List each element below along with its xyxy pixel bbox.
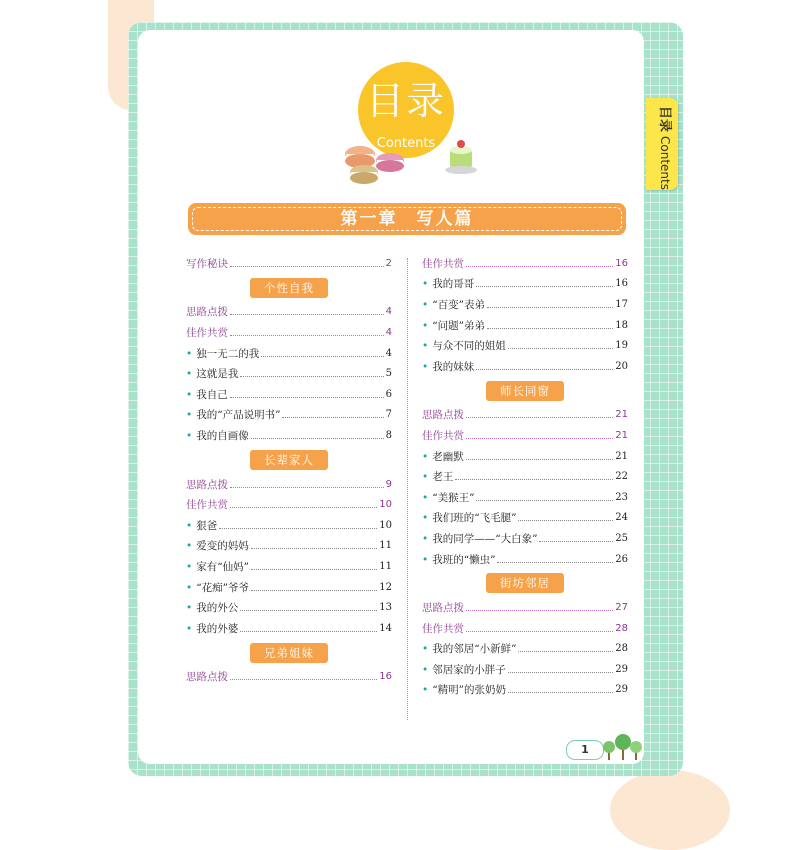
- toc-page-number: 10: [379, 499, 392, 511]
- toc-column-left: [186, 253, 392, 687]
- dot-leader: [219, 528, 377, 529]
- dot-leader: [466, 631, 613, 632]
- toc-page-number: 29: [615, 684, 628, 696]
- toc-entry-title: • 狠爸: [186, 518, 217, 533]
- toc-page-number: 7: [385, 409, 392, 421]
- chapter-banner: [188, 203, 626, 235]
- toc-page-number: 24: [615, 512, 628, 524]
- dot-leader: [230, 679, 377, 680]
- toc-entry-title: • 家有“仙妈”: [186, 559, 249, 574]
- toc-subheading-row[interactable]: [422, 425, 628, 446]
- toc-entry-row[interactable]: [422, 274, 628, 295]
- dot-leader: [251, 590, 377, 591]
- toc-page-number: 17: [615, 298, 628, 310]
- chapter-title: 第一章 写人篇: [192, 207, 622, 231]
- toc-page-number: 20: [615, 360, 628, 372]
- side-tab-sub: Contents: [658, 136, 672, 190]
- toc-entry-title: • 我的邻居“小新鲜”: [422, 641, 516, 656]
- toc-entry-title: 思路点拨: [422, 409, 464, 422]
- toc-entry-row[interactable]: [422, 356, 628, 377]
- toc-entry-title: • 老幽默: [422, 449, 464, 464]
- toc-page-number: 11: [379, 540, 392, 552]
- section-heading: [422, 569, 628, 597]
- toc-entry-title: 佳作共赏: [186, 499, 228, 512]
- toc-entry-title: 写作秘诀: [186, 257, 228, 270]
- toc-entry-title: • “问题”弟弟: [422, 318, 485, 333]
- dot-leader: [240, 610, 377, 611]
- dot-leader: [466, 459, 614, 460]
- toc-subheading-row[interactable]: [422, 253, 628, 274]
- dot-leader: [487, 328, 613, 329]
- macaron-icon: [376, 153, 404, 172]
- dot-leader: [230, 266, 384, 267]
- toc-entry-row[interactable]: [422, 680, 628, 701]
- toc-entry-row[interactable]: [422, 508, 628, 529]
- page-subtitle: Contents: [376, 136, 436, 151]
- toc-entry-title: • 我的妹妹: [422, 359, 474, 374]
- dot-leader: [230, 487, 384, 488]
- toc-entry-title: 佳作共赏: [422, 257, 464, 270]
- toc-entry-title: • 我的同学——“大白象”: [422, 531, 537, 546]
- toc-page-number: 13: [379, 602, 392, 614]
- toc-page-number: 12: [379, 581, 392, 593]
- dot-leader: [240, 631, 377, 632]
- dot-leader: [466, 417, 613, 418]
- toc-subheading-row[interactable]: [186, 494, 392, 515]
- toc-page-number: 16: [615, 257, 628, 269]
- toc-page-number: 6: [385, 388, 392, 400]
- toc-page-number: 4: [385, 306, 392, 318]
- dot-leader: [476, 500, 613, 501]
- section-heading-label: 兄弟姐妹: [250, 643, 328, 663]
- toc-entry-row[interactable]: [422, 446, 628, 467]
- toc-entry-title: 思路点拨: [186, 671, 228, 684]
- column-divider: [407, 258, 408, 720]
- toc-entry-row[interactable]: [186, 343, 392, 364]
- page-number: 1: [566, 740, 604, 760]
- toc-entry-title: • “花痴”爷爷: [186, 580, 249, 595]
- toc-entry-title: • 我自己: [186, 387, 228, 402]
- toc-page-number: 21: [615, 409, 628, 421]
- toc-page-number: 10: [379, 519, 392, 531]
- toc-page-number: 4: [385, 326, 392, 338]
- toc-entry-row[interactable]: [422, 315, 628, 336]
- toc-entry-row[interactable]: [186, 363, 392, 384]
- side-tab-main: 目录: [657, 106, 672, 133]
- dot-leader: [261, 356, 383, 357]
- toc-entry-title: • 我的自画像: [186, 428, 249, 443]
- dot-leader: [476, 286, 613, 287]
- toc-entry-row[interactable]: [422, 294, 628, 315]
- dot-leader: [508, 692, 613, 693]
- toc-subheading-row[interactable]: [186, 474, 392, 495]
- toc-page-number: 25: [615, 532, 628, 544]
- macaron-icon: [350, 165, 378, 184]
- toc-entry-title: 佳作共赏: [422, 622, 464, 635]
- dot-leader: [539, 541, 613, 542]
- toc-entry-row[interactable]: [422, 466, 628, 487]
- toc-entry-row[interactable]: [422, 639, 628, 660]
- toc-page-number: 22: [615, 471, 628, 483]
- page-title: 目录: [365, 79, 446, 123]
- toc-subheading-row[interactable]: [186, 302, 392, 323]
- toc-entry-title: 思路点拨: [186, 306, 228, 319]
- side-tab[interactable]: [646, 98, 678, 190]
- cake-icon: [445, 140, 477, 174]
- dot-leader: [497, 562, 613, 563]
- toc-entry-row[interactable]: [186, 618, 392, 639]
- toc-entry-row[interactable]: [422, 659, 628, 680]
- toc-entry-row[interactable]: [186, 597, 392, 618]
- dot-leader: [476, 369, 613, 370]
- toc-entry-row[interactable]: [186, 384, 392, 405]
- toc-page-number: 28: [615, 643, 628, 655]
- toc-entry-row[interactable]: [186, 577, 392, 598]
- dot-leader: [518, 651, 613, 652]
- toc-page-number: 2: [385, 257, 392, 269]
- section-heading-label: 师长同窗: [486, 381, 564, 401]
- side-tab-label: [657, 106, 676, 194]
- toc-page-number: 26: [615, 553, 628, 565]
- toc-page-number: 28: [615, 622, 628, 634]
- dot-leader: [508, 348, 614, 349]
- dot-leader: [487, 307, 613, 308]
- toc-page-number: 18: [615, 319, 628, 331]
- dot-leader: [251, 438, 384, 439]
- dot-leader: [282, 417, 383, 418]
- toc-subheading-row[interactable]: [186, 322, 392, 343]
- toc-entry-title: • “美猴王”: [422, 490, 474, 505]
- toc-page-number: 16: [379, 671, 392, 683]
- toc-page-number: 27: [615, 602, 628, 614]
- dot-leader: [455, 479, 613, 480]
- toc-page-number: 9: [385, 478, 392, 490]
- dot-leader: [230, 397, 384, 398]
- macaron-cake-illustration: [328, 128, 488, 188]
- section-heading: [186, 446, 392, 474]
- toc-entry-title: • 独一无二的我: [186, 346, 259, 361]
- toc-subheading-row[interactable]: [186, 667, 392, 688]
- toc-entry-title: • 我的“产品说明书”: [186, 407, 280, 422]
- toc-page-number: 5: [385, 368, 392, 380]
- toc-entry-row[interactable]: [186, 536, 392, 557]
- toc-entry-title: 佳作共赏: [186, 326, 228, 339]
- toc-page-number: 21: [615, 450, 628, 462]
- toc-entry-row[interactable]: [422, 528, 628, 549]
- toc-subheading-row[interactable]: [186, 253, 392, 274]
- toc-entry-title: • “百变”表弟: [422, 297, 485, 312]
- dot-leader: [251, 548, 378, 549]
- background-blob-bottom: [610, 770, 730, 850]
- toc-page-number: 11: [379, 560, 392, 572]
- toc-entry-title: • 与众不同的姐姐: [422, 338, 506, 353]
- toc-entry-row[interactable]: [422, 335, 628, 356]
- toc-entry-title: • 老王: [422, 469, 453, 484]
- toc-column-right: [422, 253, 628, 700]
- toc-entry-title: • 爱变的妈妈: [186, 538, 249, 553]
- toc-entry-row[interactable]: [422, 487, 628, 508]
- toc-entry-row[interactable]: [422, 549, 628, 570]
- trees-icon: [600, 732, 644, 762]
- toc-subheading-row[interactable]: [422, 405, 628, 426]
- toc-entry-title: • 我的哥哥: [422, 276, 474, 291]
- macaron-icon: [345, 146, 375, 168]
- section-heading: [422, 377, 628, 405]
- toc-page-number: 19: [615, 340, 628, 352]
- dot-leader: [251, 569, 377, 570]
- toc-page-number: 29: [615, 663, 628, 675]
- section-heading: [186, 274, 392, 302]
- toc-entry-title: • 这就是我: [186, 366, 238, 381]
- section-heading: [186, 639, 392, 667]
- toc-page-number: 8: [385, 429, 392, 441]
- section-heading-label: 个性自我: [250, 278, 328, 298]
- dot-leader: [508, 672, 614, 673]
- toc-entry-row[interactable]: [186, 556, 392, 577]
- dot-leader: [230, 507, 377, 508]
- toc-entry-title: 思路点拨: [186, 478, 228, 491]
- section-heading-label: 长辈家人: [250, 450, 328, 470]
- dot-leader: [518, 520, 613, 521]
- toc-subheading-row[interactable]: [422, 618, 628, 639]
- toc-page-number: 21: [615, 429, 628, 441]
- toc-entry-title: 佳作共赏: [422, 429, 464, 442]
- dot-leader: [230, 314, 384, 315]
- toc-entry-title: 思路点拨: [422, 602, 464, 615]
- dot-leader: [466, 266, 613, 267]
- toc-entry-title: • 我班的“懒虫”: [422, 552, 495, 567]
- toc-page-number: 16: [615, 278, 628, 290]
- dot-leader: [240, 376, 383, 377]
- toc-page-number: 23: [615, 491, 628, 503]
- toc-entry-row[interactable]: [186, 405, 392, 426]
- toc-entry-row[interactable]: [186, 425, 392, 446]
- section-heading-label: 街坊邻居: [486, 573, 564, 593]
- dot-leader: [230, 335, 384, 336]
- toc-entry-title: • 我的外婆: [186, 621, 238, 636]
- toc-entry-title: • “精明”的张奶奶: [422, 682, 506, 697]
- toc-subheading-row[interactable]: [422, 597, 628, 618]
- toc-page-number: 4: [385, 347, 392, 359]
- toc-page-number: 14: [379, 622, 392, 634]
- toc-entry-title: • 我们班的“飞毛腿”: [422, 510, 516, 525]
- toc-entry-title: • 我的外公: [186, 600, 238, 615]
- toc-entry-title: • 邻居家的小胖子: [422, 662, 506, 677]
- dot-leader: [466, 438, 613, 439]
- toc-entry-row[interactable]: [186, 515, 392, 536]
- dot-leader: [466, 610, 613, 611]
